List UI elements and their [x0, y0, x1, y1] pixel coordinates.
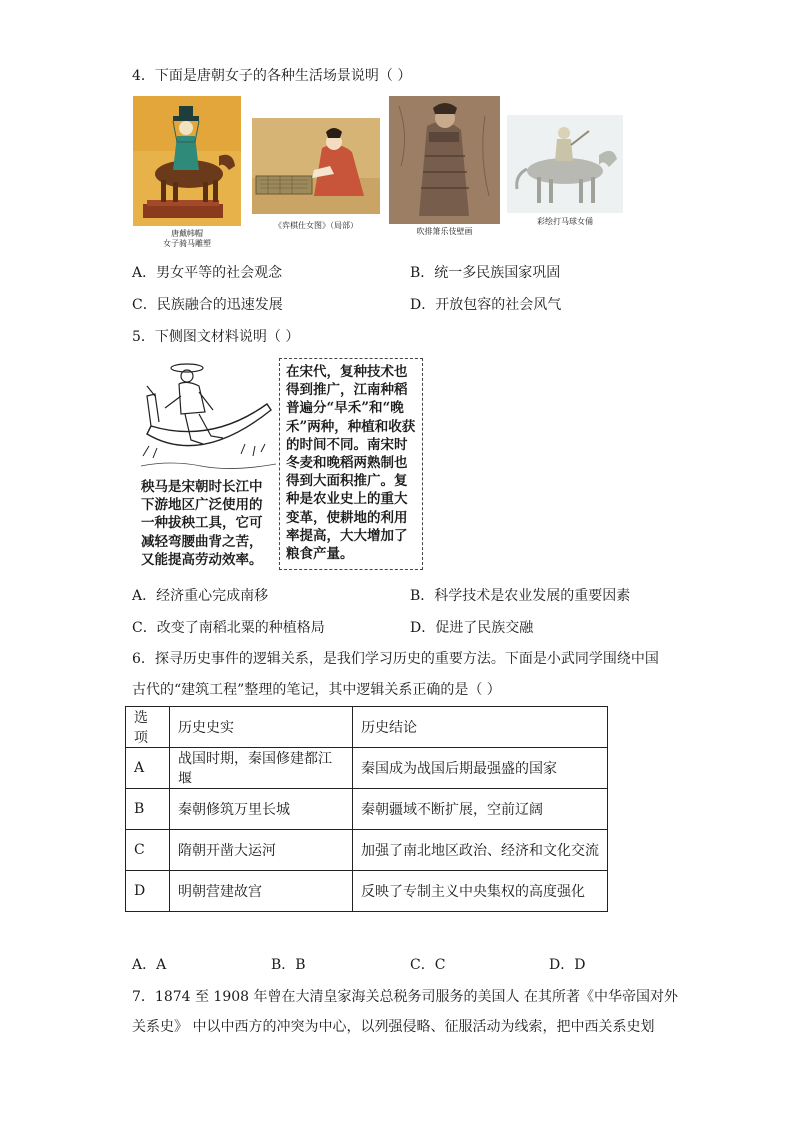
caption-mural: 吹排箫乐伎壁画	[416, 227, 473, 236]
q6-stem-line1: 6．探寻历史事件的逻辑关系，是我们学习历史的重要方法。下面是小武同学围绕中国	[132, 651, 659, 667]
row-a-option: A	[126, 748, 170, 789]
q6-option-b[interactable]: B．B	[271, 957, 306, 973]
polo-player-figurine-icon	[507, 115, 623, 213]
q4-option-c[interactable]: C．民族融合的迅速发展	[132, 297, 283, 313]
header-fact: 历史史实	[170, 707, 353, 748]
row-c-fact: 隋朝开凿大运河	[170, 830, 353, 871]
weiqi-lady-painting-icon	[252, 118, 380, 214]
row-d-fact: 明朝营建故宫	[170, 871, 353, 912]
row-d-conclusion: 反映了专制主义中央集权的高度强化	[353, 871, 608, 912]
yangma-drawing-figure	[141, 356, 276, 476]
q6-option-c[interactable]: C．C	[410, 957, 446, 973]
tang-woman-rider-figure	[133, 96, 241, 226]
q5-option-c[interactable]: C．改变了南稻北粟的种植格局	[132, 620, 325, 636]
weiqi-painting-figure	[252, 118, 380, 214]
row-b-option: B	[126, 789, 170, 830]
q6-option-a[interactable]: A．A	[132, 957, 167, 973]
history-table	[125, 706, 608, 912]
yangma-description: 秧马是宋朝时长江中下游地区广泛使用的一种拔秧工具，它可减轻弯腰曲背之苦，又能提高劳动效率。	[141, 479, 263, 568]
paixiao-musician-mural-icon	[389, 96, 500, 224]
q5-stem: 5．下侧图文材料说明（ ）	[132, 329, 300, 345]
caption-weiqi: 《弈棋仕女图》（局部）	[274, 221, 358, 230]
caption-rider-line1: 唐戴帏帽	[171, 229, 203, 238]
header-conclusion: 历史结论	[353, 707, 608, 748]
row-a-conclusion: 秦国成为战国后期最强盛的国家	[353, 748, 608, 789]
polo-figurine-figure	[507, 115, 623, 213]
q5-option-b[interactable]: B．科学技术是农业发展的重要因素	[410, 588, 631, 604]
q7-line1: 7．1874 至 1908 年曾在大清皇家海关总税务司服务的美国人 在其所著《中华帝国对外	[132, 989, 678, 1005]
row-d-option: D	[126, 871, 170, 912]
q4-option-b[interactable]: B．统一多民族国家巩固	[410, 265, 561, 281]
q4-option-a[interactable]: A．男女平等的社会观念	[132, 265, 283, 281]
q5-option-d[interactable]: D．促进了民族交融	[410, 620, 534, 636]
table-row	[126, 748, 608, 789]
paixiao-mural-figure	[389, 96, 500, 224]
q6-stem-line2: 古代的“建筑工程”整理的笔记，其中逻辑关系正确的是（ ）	[132, 682, 501, 698]
q6-option-d[interactable]: D．D	[549, 957, 586, 973]
q7-line2: 关系史》 中以中西方的冲突为中心，以列强侵略、征服活动为线索，把中西关系史划	[132, 1019, 655, 1035]
row-a-fact: 战国时期，秦国修建都江堰	[170, 748, 353, 789]
row-b-fact: 秦朝修筑万里长城	[170, 789, 353, 830]
horse-rider-sculpture-icon	[133, 96, 241, 226]
header-option: 选项	[126, 707, 170, 748]
row-b-conclusion: 秦朝疆域不断扩展，空前辽阔	[353, 789, 608, 830]
caption-polo: 彩绘打马球女俑	[537, 217, 593, 226]
q4-option-d[interactable]: D．开放包容的社会风气	[410, 297, 562, 313]
q5-option-a[interactable]: A．经济重心完成南移	[132, 588, 269, 604]
caption-rider-line2: 女子骑马雕塑	[163, 239, 211, 248]
double-cropping-textbox: 在宋代，复种技术也得到推广，江南种稻普遍分“早禾”和“晚禾”两种，种植和收获的时间不同。南宋时冬麦和晚稻两熟制也得到大面积推广。复种是农业史上的重大变革，使耕地的利用率提高，大大增加了粮食产量。	[279, 358, 423, 570]
row-c-conclusion: 加强了南北地区政治、经济和文化交流	[353, 830, 608, 871]
q4-stem: 4．下面是唐朝女子的各种生活场景说明（ ）	[132, 68, 412, 84]
row-c-option: C	[126, 830, 170, 871]
table-row	[126, 830, 608, 871]
yangma-farmer-on-boat-icon	[141, 356, 276, 476]
table-header-row	[126, 707, 608, 748]
table-row	[126, 871, 608, 912]
table-row	[126, 789, 608, 830]
